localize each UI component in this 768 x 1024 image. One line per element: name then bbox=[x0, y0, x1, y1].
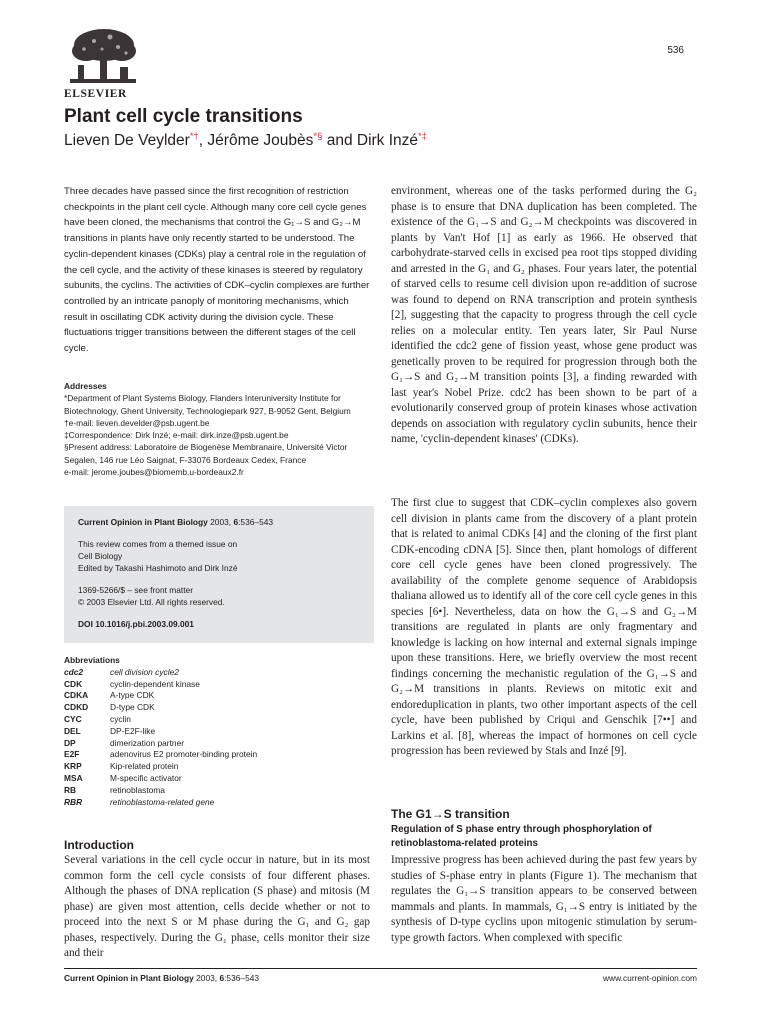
footer-divider bbox=[64, 968, 697, 969]
page-number: 536 bbox=[667, 45, 684, 56]
abbreviation-row bbox=[64, 797, 374, 809]
elsevier-tree-logo bbox=[64, 25, 142, 89]
abbreviation-row bbox=[64, 667, 374, 679]
themed-issue-line: This review comes from a themed issue on bbox=[78, 539, 238, 549]
abbreviations-block bbox=[64, 655, 374, 808]
abbreviation-value: retinoblastoma bbox=[110, 784, 165, 795]
abbreviation-row bbox=[64, 738, 374, 750]
abbreviations-heading: Abbreviations bbox=[64, 655, 120, 665]
abbreviation-key: cdc2 bbox=[64, 666, 84, 677]
body-paragraph: The first clue to suggest that CDK–cyclin complexes also govern cell division in plants came from the discovery of a plant protein that is related to animal CDKs [4] and the cloning of the first plant CDK-encoding cDNA [5]. Since then, plant homologs of different core cell cycle genes have been cloned progressively. The availability of the complete genome sequence of Arabidopsis thaliana allowed us to identify all of the core cell cycle genes in this species [6•]. Nevertheless, data on how the G₁→S and G₂→M transitions are regulated in plants are only fragmentary and knowledge is lacking on how internal and external signals impinge upon these transitions. Here, we briefly overview the most recent findings concerning the mechanistic regulation of the G₁→S and G₂→M transitions in plants. Reviews on mitotic exit and endoreduplication in plants, two other important aspects of the cell cycle, have been published by Criqui and Genschik [7••] and Larkins et al. [8], whereas the impact of hormones on cell cycle progression has been reviewed by Stals and Inzé [9]. bbox=[391, 497, 697, 757]
abbreviation-key: RB bbox=[64, 784, 77, 795]
abbreviation-value: A-type CDK bbox=[110, 690, 155, 701]
abbreviation-row bbox=[64, 690, 374, 702]
citation-volume: 6 bbox=[233, 517, 239, 527]
doi-link[interactable]: DOI 10.1016/j.pbi.2003.09.001 bbox=[78, 619, 194, 629]
section-heading: The G1→S transition bbox=[391, 807, 510, 821]
issn-line: 1369-5266/$ – see front matter bbox=[78, 585, 193, 595]
abbreviation-key: CYC bbox=[64, 713, 82, 724]
article-title: Plant cell cycle transitions bbox=[64, 106, 303, 127]
abbreviation-key: CDKD bbox=[64, 702, 89, 713]
abbreviation-value: cell division cycle2 bbox=[110, 666, 179, 677]
author-list bbox=[64, 131, 427, 150]
author-name: Jérôme Joubès bbox=[207, 132, 314, 150]
abbreviation-value: retinoblastoma-related gene bbox=[110, 796, 215, 807]
abbreviation-key: RBR bbox=[64, 796, 83, 807]
addresses-block bbox=[64, 380, 374, 478]
abbreviation-value: M-specific activator bbox=[110, 772, 182, 783]
author-name: Dirk Inzé bbox=[356, 132, 419, 150]
themed-issue-line: Edited by Takashi Hashimoto and Dirk Inzé bbox=[78, 563, 238, 573]
footer-url[interactable]: www.current-opinion.com bbox=[602, 973, 697, 983]
citation-pages: :536–543 bbox=[238, 517, 274, 527]
abbreviation-row bbox=[64, 761, 374, 773]
abbreviation-value: cyclin bbox=[110, 713, 131, 724]
body-paragraph: Impressive progress has been achieved during the past few years by studies of S-phase entry in plants (Figure 1). The mechanism that regulates the G₁→S transition appears to be conserved between mammals and plants. In mammals, G₁→S entry is initiated by the synthesis of D-type cyclins upon mitogenic stimulation by serum-type growth factors. When complexed with specific bbox=[391, 854, 697, 944]
address-line: †e-mail: lieven.develder@psb.ugent.be bbox=[64, 417, 210, 428]
abbreviation-value: D-type CDK bbox=[110, 702, 155, 713]
address-line: ‡Correspondence: Dirk Inzé; e-mail: dirk.inze@psb.ugent.be bbox=[64, 430, 289, 441]
journal-info-box bbox=[64, 506, 374, 643]
abbreviation-key: MSA bbox=[64, 772, 83, 783]
abbreviation-value: dimerization partner bbox=[110, 737, 185, 748]
themed-issue-line: Cell Biology bbox=[78, 551, 123, 561]
author-marks: *† bbox=[189, 131, 199, 142]
footer-citation bbox=[64, 973, 259, 983]
journal-name: Current Opinion in Plant Biology bbox=[78, 517, 208, 527]
address-line: *Department of Plant Systems Biology, Flanders Interuniversity Institute for Biotechnology, Ghent University, Technologiepark 927, B-9052 Gent, Belgium bbox=[64, 393, 351, 416]
author-separator: and bbox=[322, 132, 357, 150]
abbreviation-key: DP bbox=[64, 737, 76, 748]
abbreviation-row bbox=[64, 726, 374, 738]
abstract: Three decades have passed since the first recognition of restriction checkpoints in the plant cell cycle. Although many core cell cycle genes have been cloned, the mechanisms that control the G₁→S and G₂→M transitions in plants have only recently started to be understood. The cyclin-dependent kinases (CDKs) play a central role in the regulation of the cell cycle, and the activity of these kinases is steered by regulatory subunits, the cyclins. The activities of CDK–cyclin complexes are further controlled by an intricate panoply of monitoring mechanisms, which result in oscillating CDK activity during the division cycle. These fluctuations trigger transitions between the different stages of the cell cycle. bbox=[64, 186, 370, 355]
abbreviation-value: DP-E2F-like bbox=[110, 725, 156, 736]
subsection-heading: Regulation of S phase entry through phosphorylation of retinoblastoma-related proteins bbox=[391, 824, 652, 849]
introduction-text: Several variations in the cell cycle occur in nature, but in its most common form the cell cycle consists of four different phases. Although the phases of DNA replication (S phase) and mitosis (M phase) are given most attention, cells decide whether or not to proceed into the next S or M phase during the G₁ and G₂ gap phases, respectively. During the G₁ phase, cells monitor their size and their bbox=[64, 854, 370, 959]
abbreviation-row bbox=[64, 773, 374, 785]
addresses-heading: Addresses bbox=[64, 381, 107, 391]
abbreviation-value: adenovirus E2 promoter-binding protein bbox=[110, 749, 258, 760]
abbreviation-row bbox=[64, 749, 374, 761]
author-marks: *‡ bbox=[418, 131, 428, 142]
abbreviation-key: E2F bbox=[64, 749, 80, 760]
footer-volume: 6 bbox=[219, 973, 225, 983]
copyright-line: © 2003 Elsevier Ltd. All rights reserved. bbox=[78, 597, 225, 607]
abbreviation-row bbox=[64, 702, 374, 714]
publisher-wordmark: ELSEVIER bbox=[64, 88, 127, 100]
address-line: e-mail: jerome.joubes@biomemb.u-bordeaux2.fr bbox=[64, 467, 244, 478]
abbreviation-key: CDKA bbox=[64, 690, 89, 701]
footer-pages: :536–543 bbox=[224, 973, 260, 983]
author-name: Lieven De Veylder bbox=[64, 132, 190, 150]
abbreviation-value: Kip-related protein bbox=[110, 761, 179, 772]
author-separator: , bbox=[198, 132, 208, 150]
introduction-heading: Introduction bbox=[64, 838, 134, 852]
citation-year: 2003, bbox=[207, 517, 234, 527]
address-line: §Present address: Laboratoire de Biogenèse Membranaire, Université Victor Segalen, 146 rue Léo Saignat, F-33076 Bordeaux Cedex, France bbox=[64, 442, 348, 465]
citation-line bbox=[78, 516, 360, 528]
author-marks: *§ bbox=[313, 131, 323, 142]
abbreviation-value: cyclin-dependent kinase bbox=[110, 678, 200, 689]
footer-year: 2003, bbox=[193, 973, 220, 983]
abbreviation-row bbox=[64, 785, 374, 797]
abbreviation-row bbox=[64, 714, 374, 726]
abbreviation-row bbox=[64, 679, 374, 691]
abbreviation-key: CDK bbox=[64, 678, 83, 689]
abbreviation-key: DEL bbox=[64, 725, 81, 736]
abbreviation-key: KRP bbox=[64, 761, 82, 772]
footer-journal: Current Opinion in Plant Biology bbox=[64, 973, 194, 983]
body-paragraph: environment, whereas one of the tasks performed during the G₂ phase is to ensure that DNA duplication has been completed. The existence of the G₁→S and G₂→M checkpoints was discovered in plants by Van't Hof [1] as early as 1966. He observed that carbohydrate-starved cells in excised pea root tips stopped dividing and arrested in the G₁ and G₂ phases. Four years later, the potential of starved cells to resume cell division upon re-addition of sucrose was found to depend on RNA transcription and protein synthesis [2], suggesting that the capacity to progress through the cell cycle relies on a molecular entity. Ten years later, Sir Paul Nurse identified the cdc2 gene of fission yeast, whose gene product was genetically proven to be required for progression through both the G₁→S and G₂→M transition points [3], a finding rewarded with last year's Nobel Prize. cdc2 has been shown to be part of a evolutionarily conserved group of protein kinases whose activation depends on association with regulatory cyclin subunits, hence their name, 'cyclin-dependent kinases' (CDKs). bbox=[391, 185, 697, 445]
